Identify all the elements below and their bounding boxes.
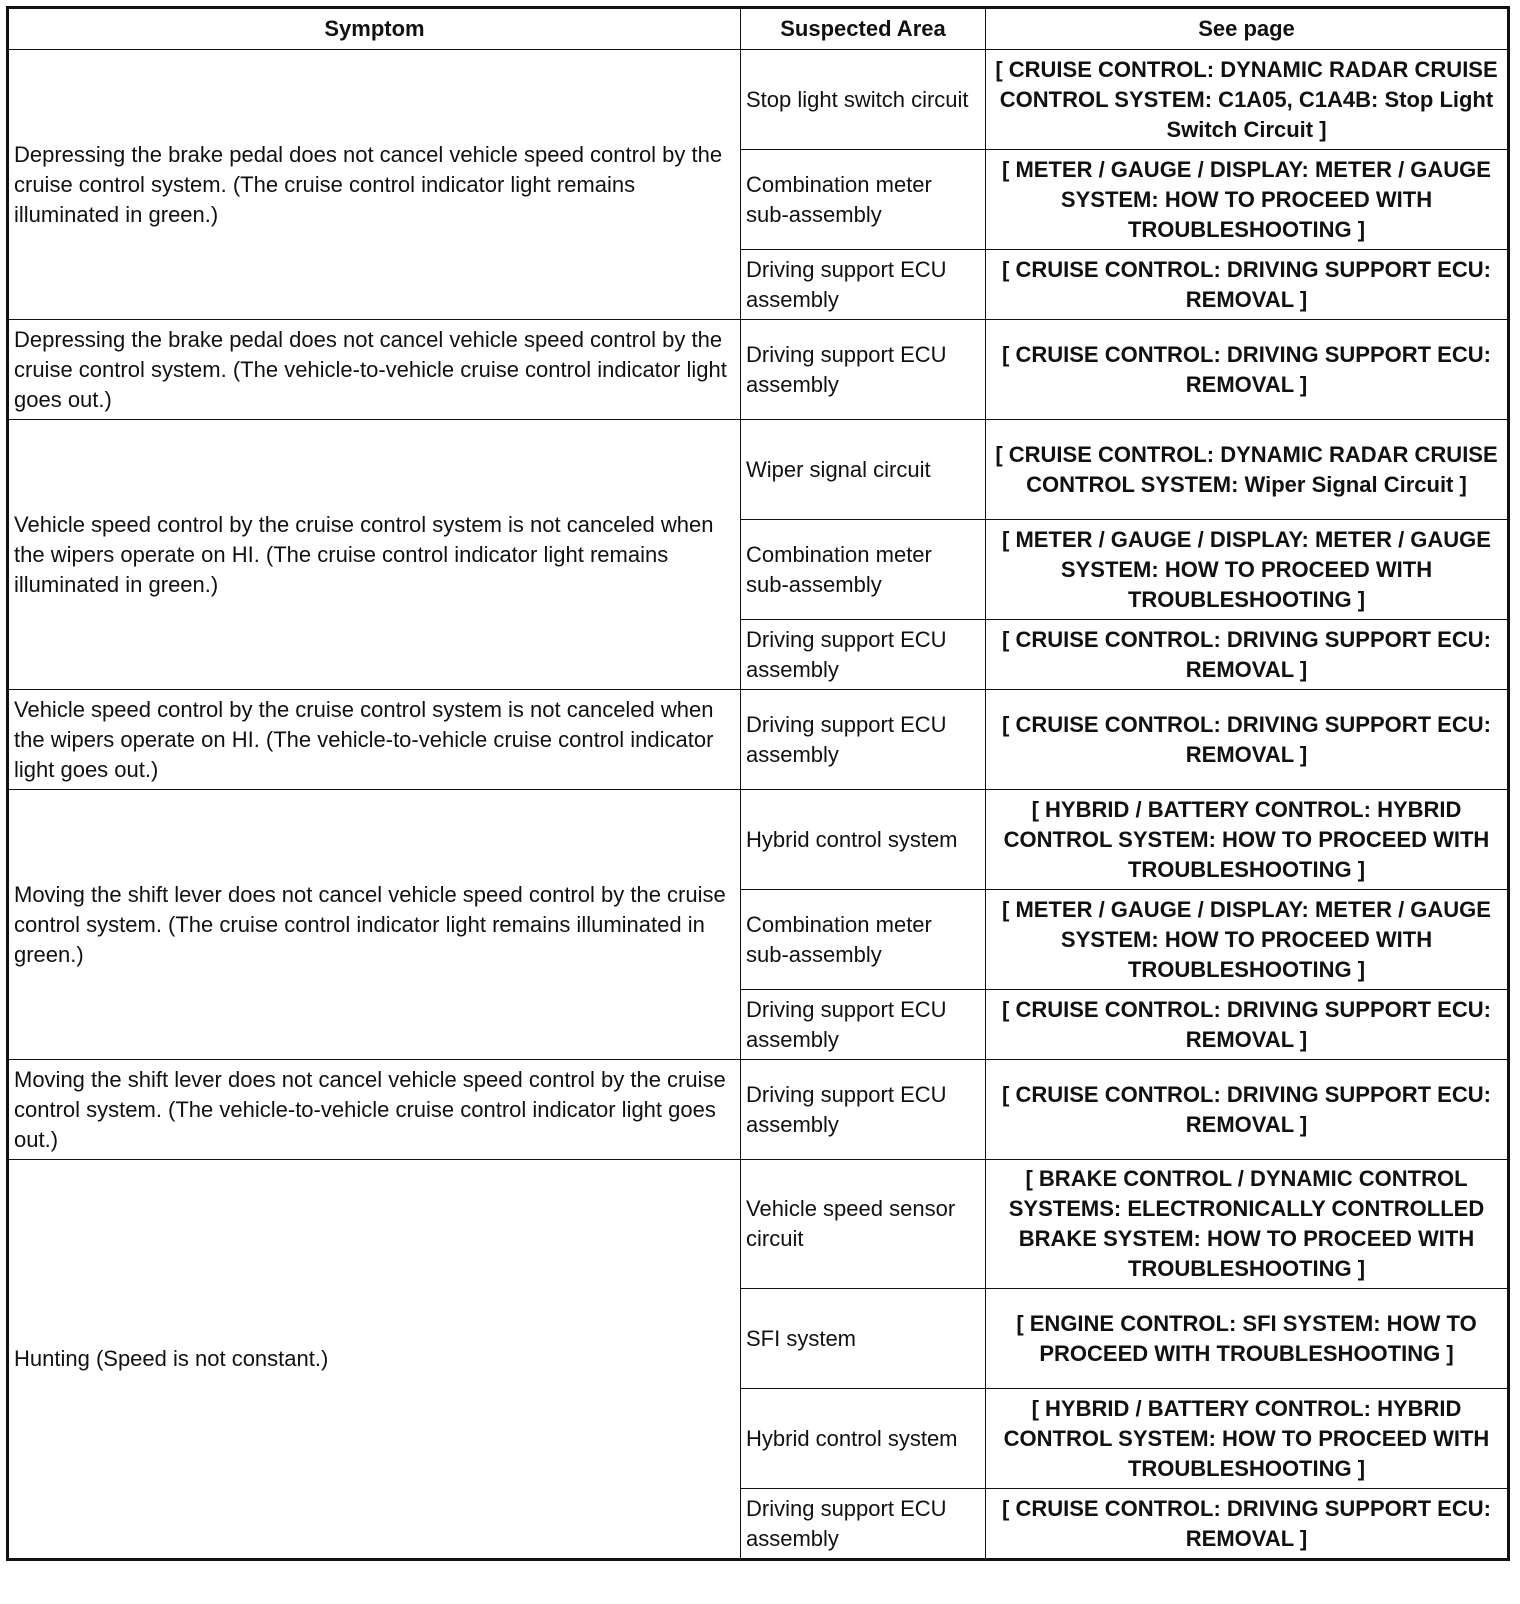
suspected-area-cell: Driving support ECU assembly xyxy=(741,1060,986,1160)
suspected-area-cell: Wiper signal circuit xyxy=(741,420,986,520)
see-page-cell: [ CRUISE CONTROL: DRIVING SUPPORT ECU: REMOVAL ] xyxy=(986,320,1509,420)
suspected-area-cell: Hybrid control system xyxy=(741,1389,986,1489)
suspected-area-cell: Driving support ECU assembly xyxy=(741,1489,986,1560)
suspected-area-cell: Driving support ECU assembly xyxy=(741,620,986,690)
see-page-cell: [ CRUISE CONTROL: DRIVING SUPPORT ECU: REMOVAL ] xyxy=(986,1060,1509,1160)
see-page-cell: [ CRUISE CONTROL: DYNAMIC RADAR CRUISE CONTROL SYSTEM: Wiper Signal Circuit ] xyxy=(986,420,1509,520)
see-page-cell: [ CRUISE CONTROL: DRIVING SUPPORT ECU: REMOVAL ] xyxy=(986,990,1509,1060)
see-page-cell: [ BRAKE CONTROL / DYNAMIC CONTROL SYSTEMS: ELECTRONICALLY CONTROLLED BRAKE SYSTEM: HOW TO PROCEED WITH TROUBLESHOOTING ] xyxy=(986,1160,1509,1289)
table-row xyxy=(8,320,1509,420)
suspected-area-cell: Driving support ECU assembly xyxy=(741,990,986,1060)
symptom-cell: Depressing the brake pedal does not cancel vehicle speed control by the cruise control system. (The vehicle-to-vehicle cruise control indicator light goes out.) xyxy=(8,320,741,420)
suspected-area-cell: Combination meter sub-assembly xyxy=(741,520,986,620)
suspected-area-cell: SFI system xyxy=(741,1289,986,1389)
see-page-cell: [ CRUISE CONTROL: DRIVING SUPPORT ECU: REMOVAL ] xyxy=(986,690,1509,790)
symptom-cell: Moving the shift lever does not cancel vehicle speed control by the cruise control system. (The cruise control indicator light remains illuminated in green.) xyxy=(8,790,741,1060)
symptom-cell: Hunting (Speed is not constant.) xyxy=(8,1160,741,1560)
see-page-cell: [ ENGINE CONTROL: SFI SYSTEM: HOW TO PROCEED WITH TROUBLESHOOTING ] xyxy=(986,1289,1509,1389)
suspected-area-cell: Stop light switch circuit xyxy=(741,50,986,150)
symptom-cell: Vehicle speed control by the cruise control system is not canceled when the wipers operate on HI. (The vehicle-to-vehicle cruise control indicator light goes out.) xyxy=(8,690,741,790)
table-row xyxy=(8,420,1509,520)
see-page-cell: [ METER / GAUGE / DISPLAY: METER / GAUGE SYSTEM: HOW TO PROCEED WITH TROUBLESHOOTING ] xyxy=(986,890,1509,990)
header-suspected-area: Suspected Area xyxy=(741,8,986,50)
header-symptom: Symptom xyxy=(8,8,741,50)
suspected-area-cell: Combination meter sub-assembly xyxy=(741,890,986,990)
see-page-cell: [ HYBRID / BATTERY CONTROL: HYBRID CONTROL SYSTEM: HOW TO PROCEED WITH TROUBLESHOOTING ] xyxy=(986,790,1509,890)
symptom-cell: Moving the shift lever does not cancel vehicle speed control by the cruise control system. (The vehicle-to-vehicle cruise control indicator light goes out.) xyxy=(8,1060,741,1160)
see-page-cell: [ HYBRID / BATTERY CONTROL: HYBRID CONTROL SYSTEM: HOW TO PROCEED WITH TROUBLESHOOTING ] xyxy=(986,1389,1509,1489)
suspected-area-cell: Driving support ECU assembly xyxy=(741,690,986,790)
table-row xyxy=(8,690,1509,790)
suspected-area-cell: Combination meter sub-assembly xyxy=(741,150,986,250)
suspected-area-cell: Hybrid control system xyxy=(741,790,986,890)
table-row xyxy=(8,1060,1509,1160)
see-page-cell: [ METER / GAUGE / DISPLAY: METER / GAUGE SYSTEM: HOW TO PROCEED WITH TROUBLESHOOTING ] xyxy=(986,150,1509,250)
see-page-cell: [ METER / GAUGE / DISPLAY: METER / GAUGE SYSTEM: HOW TO PROCEED WITH TROUBLESHOOTING ] xyxy=(986,520,1509,620)
see-page-cell: [ CRUISE CONTROL: DYNAMIC RADAR CRUISE CONTROL SYSTEM: C1A05, C1A4B: Stop Light Switch Circuit ] xyxy=(986,50,1509,150)
suspected-area-cell: Driving support ECU assembly xyxy=(741,250,986,320)
header-row xyxy=(8,8,1509,50)
table-row xyxy=(8,1160,1509,1289)
header-see-page: See page xyxy=(986,8,1509,50)
suspected-area-cell: Vehicle speed sensor circuit xyxy=(741,1160,986,1289)
symptom-cell: Vehicle speed control by the cruise control system is not canceled when the wipers operate on HI. (The cruise control indicator light remains illuminated in green.) xyxy=(8,420,741,690)
troubleshooting-table-container xyxy=(6,6,1510,1561)
table-row xyxy=(8,790,1509,890)
see-page-cell: [ CRUISE CONTROL: DRIVING SUPPORT ECU: REMOVAL ] xyxy=(986,250,1509,320)
table-row xyxy=(8,50,1509,150)
see-page-cell: [ CRUISE CONTROL: DRIVING SUPPORT ECU: REMOVAL ] xyxy=(986,620,1509,690)
suspected-area-cell: Driving support ECU assembly xyxy=(741,320,986,420)
see-page-cell: [ CRUISE CONTROL: DRIVING SUPPORT ECU: REMOVAL ] xyxy=(986,1489,1509,1560)
troubleshooting-table xyxy=(6,6,1510,1561)
symptom-cell: Depressing the brake pedal does not cancel vehicle speed control by the cruise control system. (The cruise control indicator light remains illuminated in green.) xyxy=(8,50,741,320)
